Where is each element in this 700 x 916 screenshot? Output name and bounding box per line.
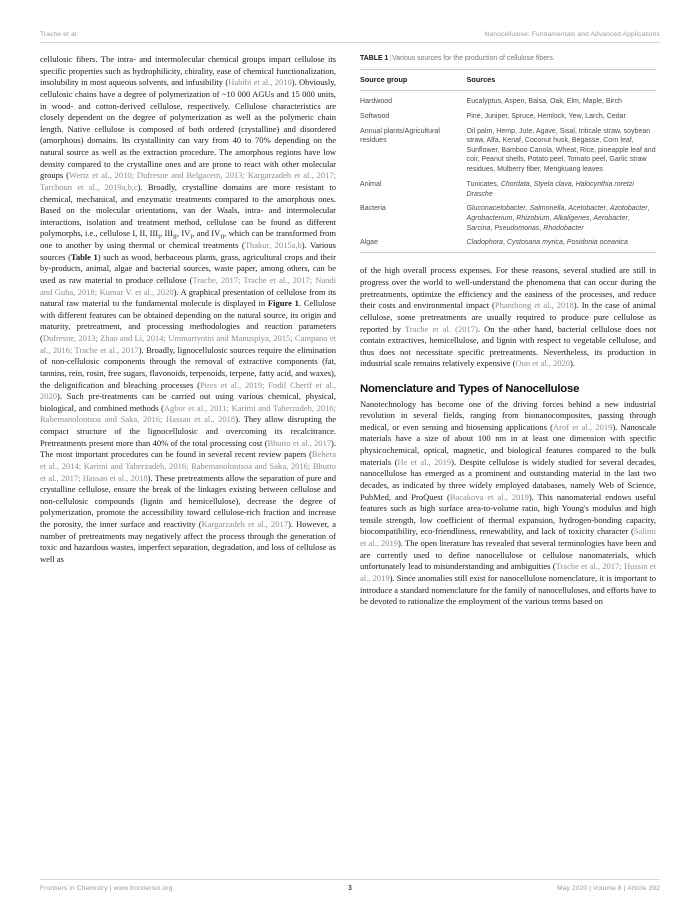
table-cell-sources: Cladophora, Cystosaria myrica, Posidonia oceanica (467, 235, 656, 253)
table-1-block (360, 54, 656, 253)
table-row (360, 235, 656, 253)
footer-journal: Frontiers in Chemistry | www.frontiersin.org (40, 885, 173, 892)
table-row (360, 90, 656, 109)
table-1 (360, 69, 656, 253)
table-cell-group: Hardwood (360, 98, 393, 105)
table-column-header-source-group: Source group (360, 70, 467, 91)
table-header-row (360, 70, 656, 91)
table-cell-group: Annual plants/Agricultural residues (360, 127, 440, 145)
right-column-paragraph-1: of the high overall process expenses. For these reasons, several studied are still in progress over the world to well-understand the phenomena that can occur during the pretreatments, optimize the efficiency and the easiness of the processes, and reduce their costs and environmental impact (Phanthong et al., 2018). In the case of animal cellulose, some pretreatments are usually required to produce pure cellulose as reported by Trache et al. (2017). On the other hand, bacterial cellulose does not contain extractives, hemicellulose, and lignin with respect to vegetable cellulose, and thus does not necessitate specific pretreatments. Nevertheless, its production in industrial scale remains relatively expensive (Oun et al., 2020). (360, 265, 656, 369)
left-column (40, 54, 336, 608)
two-column-body (40, 43, 660, 608)
table-cell-group: Softwood (360, 112, 390, 120)
table-1-caption-text: Various sources for the production of cellulose fibers. (392, 55, 555, 62)
table-cell-group: Algae (360, 235, 467, 253)
table-row (360, 109, 656, 124)
table-cell-sources: Tunicates, Chordata, Styela clava, Halocynthia roretzi Drasche (466, 180, 634, 198)
table-cell-sources: Gluconacetobacter, Salmonella, Acetobacter, Azotobacter, Agrobacterium, Rhizobium, Alkaligenes, Aerobacter, Sarcina, Pseudomonas, Rhodobacter (466, 205, 650, 232)
table-cell-sources: Eucalyptus, Aspen, Balsa, Oak, Elm, Maple, Birch (466, 98, 622, 105)
table-cell-sources: Oil palm, Hemp, Jute, Agave, Sisal, triticale straw, soybean straw, Alfa, Kenaf, Coconut husk, Begasse, Corn leaf, Sunflower, Bamboo Canola, Wheat, Rice, pineapple leaf and coir, Peanut shells, Potato peel, Tomato peel, Garlic straw residues, Mulberry fiber, Mengkuang leaves (466, 127, 656, 174)
table-column-header-sources: Sources (467, 70, 656, 91)
table-row (360, 177, 656, 201)
table-cell-group: Animal (360, 180, 382, 188)
footer-page-number: 3 (347, 885, 353, 892)
table-cell-group: Bacteria (360, 205, 386, 213)
table-1-label: TABLE 1 (360, 55, 389, 62)
right-column-paragraph-2: Nanotechnology has become one of the driving forces behind a new industrial revolution in several fields, ranging from bionanocomposites, passing through medical, or even sensing and biosensing applications (Arof et al., 2019). Nanoscale materials have a size of about 100 nm in at least one dimension with specific physicochemical, optical, magnetic, and biological features compared to the bulk materials (He et al., 2019). Despite cellulose is widely studied for several decades, nanocellulose has emerged as a prominent and outstanding material in the last two decades, as indicated by three widely employed databases, namely Web of Science, PubMed, and ProQuest (Bacakova et al., 2019). This nanomaterial endows useful features such as high surface area-to-volume ratio, high Young's modulus and high tensile strength, low coefficient of thermal expansion, hydrogen-bonding capacity, biocompatibility, eco-friendliness, renewability, and lack of toxicity character (Salimi et al., 2019). The open literature has revealed that several terminologies have been and are currently used to define nanocellulose or cellulose nanomaterials, which unfortunately lead to misunderstanding and ambiguities (Trache et al., 2017; Hussin et al., 2019). Since anomalies still exist for nanocellulose nomenclature, it is important to introduce a standard nomenclature for the family of nanocelluloses, and efforts have to be devoted to rationalize the employment of the various terms based on (360, 398, 656, 607)
table-body (360, 90, 656, 253)
footer-issue: May 2020 | Volume 8 | Article 392 (557, 885, 661, 892)
right-column (360, 54, 656, 608)
running-head-authors: Trache et al. (40, 31, 79, 38)
page-footer (40, 879, 660, 892)
left-column-paragraph: cellulosic fibers. The intra- and intermolecular chemical groups impart cellulose its specific properties such as hydrophilicity, chirality, ease of chemical functionalization, insolubility in most aqueous solvents, and infusibility (Habibi et al., 2010). Obviously, cellulosic chains have a degree of polymerization of ~10 000 AGUs and 15 000 units, in wood- and cotton-derived cellulose, respectively. Cellulose characteristics are closely dependent on the degree of polymerization as well as the polymeric chain length. Native cellulose is composed of both ordered (crystalline) and disordered (amorphous) domains. Its crystallinity can vary from 40 to 70% depending on the natural source as well as the extraction procedure. The amorphous regions have low density compared to the crystalline ones and are prone to react with other molecular groups (Wertz et al., 2010; Dufresne and Belgacem, 2013; Kargarzadeh et al., 2017; Tarchoun et al., 2019a,b,c). Broadly, crystalline domains are more resistant to chemical, mechanical, and enzymatic treatments compared to the amorphous ones. Based on the molecular orientations, van der Waals, intra- and intermolecular interactions, isolation and treatment method, cellulose can be found as different polymorphs, i.e., cellulose I, II, $III_I$, $III_{II}$, $IV_I$, and $IV_{II}$, which can be transformed from one to another by using thermal or chemical treatments (Thakur, 2015a,b). Various sources (Table 1) such as wood, herbaceous plants, grass, agricultural crops and their by-products, animal, algae and bacterial sources, waste paper, among others, can be used as raw material to produce cellulose (Trache, 2017; Trache et al., 2017; Nandi and Guha, 2018; Kumar V. et al., 2020). A graphical presentation of cellulose from its natural raw material to the fundamental molecule is displayed in Figure 1. Cellulose with different features can be obtained depending on the natural source, its origin and maturity, pretreatment, and processing methodologies and reaction parameters (Dufresne, 2013; Zhao and Li, 2014; Ummartyotin and Manuspiya, 2015; Campano et al., 2016; Trache et al., 2017). Broadly, lignocellulosic sources require the elimination of non-cellulosic components through the removal of extractive components (fat, tannins, rein, rosin, free sugars, flavonoids, terpenoids, terpene, fatty acid, and waxes), the delignification and bleaching processes (Pires et al., 2019; Fodil Cherif et al., 2020). Such pre-treatments can be carried out using various chemical, physical, biological, and combined methods (Agbor et al., 2011; Karimi and Taherzadeh, 2016; Rabemanolontsoa and Saka, 2016; Hassan et al., 2018). They allow disrupting the compact structure of the lignocellulosic and overcoming its recalcitrance. Pretreatments present more than 40% of the total processing cost (Bhutto et al., 2017). The most important procedures can be found in several recent review papers (Behera et al., 2014; Karimi and Taherzadeh, 2016; Rabemanolontsoa and Saka, 2016; Bhutto et al., 2017; Hassan et al., 2018). These pretreatments allow the separation of pure and crystalline cellulose, ensure the break of the linkages existing between cellulose and non-cellulosic compounds (lignin and hemicellulose), decrease the degree of polymerization, promote the accessibility toward cellulose-rich fraction and increase the porosity, the inner surface and reactivity (Kargarzadeh et al., 2017). However, a number of pretreatments may negatively affect the process through the generation of toxic and hazardous wastes, imperfect separation, degradation, and loss of cellulose as well as (40, 54, 337, 564)
running-head-title: Nanocellulose: Fundamentals and Advanced Applications (484, 31, 660, 38)
section-heading-nomenclature: Nomenclature and Types of Nanocellulose (360, 382, 580, 395)
running-head (40, 0, 660, 43)
table-1-caption-separator: | (389, 55, 392, 62)
table-row (360, 124, 656, 177)
table-1-caption (360, 54, 656, 63)
table-cell-sources: Pine, Juniper, Spruce, Hemlock, Yew, Larch, Cedar (466, 112, 626, 120)
table-row (360, 201, 656, 235)
